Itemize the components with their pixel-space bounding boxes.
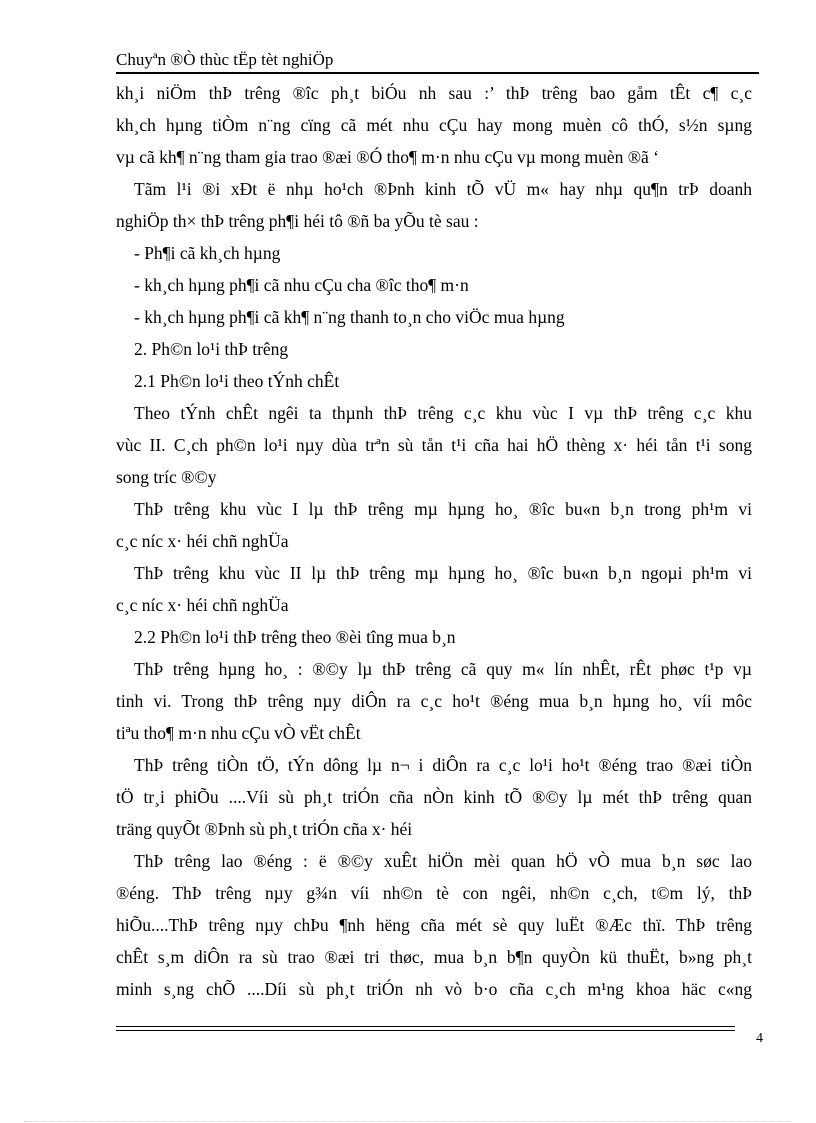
text-line: hiÕu....ThÞ trêng nµy chÞu ¶nh hëng cña mét sè quy luËt ®Æc thï. ThÞ trêng	[116, 915, 752, 935]
subsection-heading: 2.1 Ph©n lo¹i theo tÝnh chÊt	[134, 371, 340, 391]
text-line: ThÞ trêng khu vùc I lµ thÞ trêng mµ hµng ho¸ ®îc bu«n b¸n trong ph¹m vi	[134, 499, 752, 519]
text-line: tinh vi. Trong thÞ trêng nµy diÔn ra c¸c ho¹t ®éng mua b¸n hµng ho¸ víi môc	[116, 691, 752, 711]
text-line: minh s¸ng chÕ ....Díi sù ph¸t triÓn nh vò b·o cña c¸ch m¹ng khoa häc c«ng	[116, 979, 752, 999]
text-line: vµ cã kh¶ n¨ng tham gia trao ®æi ®Ó tho¶ m·n nhu cÇu vµ mong muèn ®ã ‘	[116, 147, 659, 167]
text-line: chÊt s¸m diÔn ra sù trao ®æi tri thøc, mua b¸n b¶n quyÒn kü thuËt, b»ng ph¸t	[116, 947, 752, 967]
text-line: Tãm l¹i ®i xÐt ë nhµ ho¹ch ®Þnh kinh tÕ vÜ m« hay nhµ qu¶n trÞ doanh	[134, 179, 752, 199]
section-heading: 2. Ph©n lo¹i thÞ trêng	[134, 339, 289, 359]
text-line: ThÞ trêng khu vùc II lµ thÞ trêng mµ hµng ho¸ ®îc bu«n b¸n ngoµi ph¹m vi	[134, 563, 752, 583]
page-header-title: Chuyªn ®Ò thùc tËp tèt nghiÖp	[116, 50, 334, 69]
text-line: Theo tÝnh chÊt ngêi ta thµnh thÞ trêng c¸c khu vùc I vµ thÞ trêng c¸c khu	[134, 403, 752, 423]
list-item: - kh¸ch hµng ph¶i cã nhu cÇu cha ®îc tho¶ m·n	[134, 275, 469, 295]
page-number: 4	[756, 1031, 763, 1046]
text-line: c¸c níc x· héi chñ nghÜa	[116, 531, 289, 551]
header-rule	[116, 72, 759, 74]
text-line: tÖ tr¸i phiÕu ....Víi sù ph¸t triÓn cña nÒn kinh tÕ ®©y lµ mét thÞ trêng quan	[116, 787, 752, 807]
text-line: ®éng. ThÞ trêng nµy g¾n víi nh©n tè con ngêi, nh©n c¸ch, t©m lý, thÞ	[116, 883, 752, 903]
text-line: vùc II. C¸ch ph©n lo¹i nµy dùa trªn sù tån t¹i cña hai hÖ thèng x· héi tån t¹i song	[116, 435, 752, 455]
text-line: tiªu tho¶ m·n nhu cÇu vÒ vËt chÊt	[116, 723, 361, 743]
text-line: ThÞ trêng lao ®éng : ë ®©y xuÊt hiÖn mèi quan hÖ vÒ mua b¸n søc lao	[134, 851, 752, 871]
list-item: - kh¸ch hµng ph¶i cã kh¶ n¨ng thanh to¸n cho viÖc mua hµng	[134, 307, 565, 327]
subsection-heading: 2.2 Ph©n lo¹i thÞ trêng theo ®èi tîng mua b¸n	[134, 627, 456, 647]
text-line: ThÞ trêng hµng ho¸ : ®©y lµ thÞ trêng cã quy m« lín nhÊt, rÊt phøc t¹p vµ	[134, 659, 752, 679]
text-line: nghiÖp th× thÞ trêng ph¶i héi tô ®ñ ba yÕu tè sau :	[116, 211, 479, 231]
text-line: song tríc ®©y	[116, 467, 217, 487]
document-body	[116, 77, 752, 1005]
text-line: kh¸i niÖm thÞ trêng ®îc ph¸t biÓu nh sau :’ thÞ trêng bao gåm tÊt c¶ c¸c	[116, 83, 752, 103]
page-bottom-border	[24, 1121, 792, 1122]
text-line: ThÞ trêng tiÒn tÖ, tÝn dông lµ n¬ i diÔn ra c¸c lo¹i ho¹t ®éng trao ®æi tiÒn	[134, 755, 752, 775]
text-line: träng quyÕt ®Þnh sù ph¸t triÓn cña x· héi	[116, 819, 413, 839]
footer-rule	[116, 1026, 735, 1031]
text-line: kh¸ch hµng tiÒm n¨ng cïng cã mét nhu cÇu hay mong muèn cô thÓ, s½n sµng	[116, 115, 752, 135]
list-item: - Ph¶i cã kh¸ch hµng	[134, 243, 281, 263]
text-line: c¸c níc x· héi chñ nghÜa	[116, 595, 289, 615]
